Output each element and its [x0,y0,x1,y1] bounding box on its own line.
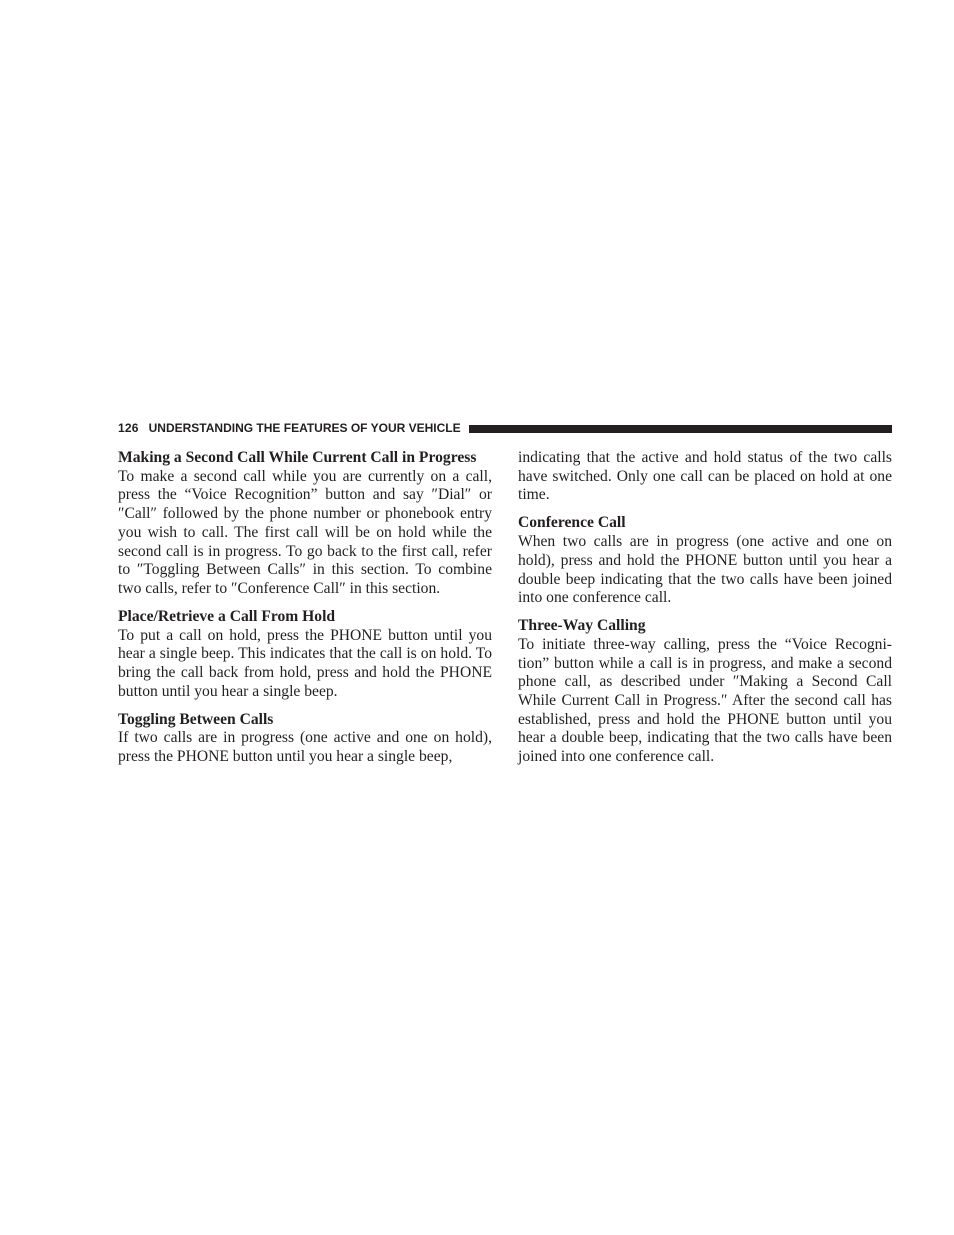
section-body: When two calls are in progress (one active and one on hold), press and hold the PHONE button until you hear a double beep indicating that the two calls have been joined into one conference call. [518,533,892,607]
section-continuation [518,449,892,505]
chapter-title: UNDERSTANDING THE FEATURES OF YOUR VEHICLE [148,421,461,435]
left-column [118,449,492,776]
section-heading: Toggling Between Calls [118,710,274,728]
section-three-way [518,617,892,767]
continuation-text: indicating that the active and hold status of the two calls have switched. Only one call can be placed on hold at one time. [518,449,892,504]
section-hold [118,608,492,702]
section-body: If two calls are in progress (one active and one on hold), press the PHONE button until you hear a single beep, [118,729,492,766]
section-conference-call [518,514,892,608]
section-heading: Conference Call [518,514,626,532]
section-body: To make a second call while you are currently on a call, press the “Voice Recognition” button and say ″Dial″ or ″Call″ followed by the phone number or phonebook entry you wish to call. The first call will be on hold while the second call is in progress. To go back to the first call, refer to ″Toggling Between Calls″ in this section. To combine two calls, refer to ″Conference Call″ in this section. [118,467,492,597]
section-heading: Three-Way Calling [518,617,646,635]
section-body: To put a call on hold, press the PHONE button until you hear a single beep. This indicates that the call is on hold. To bring the call back from hold, press and hold the PHONE button until you hear a single beep. [118,626,492,700]
right-column [518,449,892,776]
header-rule [469,425,892,433]
section-body: To initiate three-way calling, press the “Voice Recogni-tion” button while a call is in progress, and make a second phone call, as described under ″Making a Second Call While Current Call in Progress.″ After the second call has established, press and hold the PHONE button until you hear a double beep, indicating that the two calls have been joined into one conference call. [518,635,892,766]
page-number: 126 [118,421,139,435]
section-heading: Making a Second Call While Current Call in Progress [118,449,477,466]
section-heading: Place/Retrieve a Call From Hold [118,607,336,625]
section-second-call [118,449,492,599]
section-toggling [118,711,492,767]
page-header [118,419,892,437]
